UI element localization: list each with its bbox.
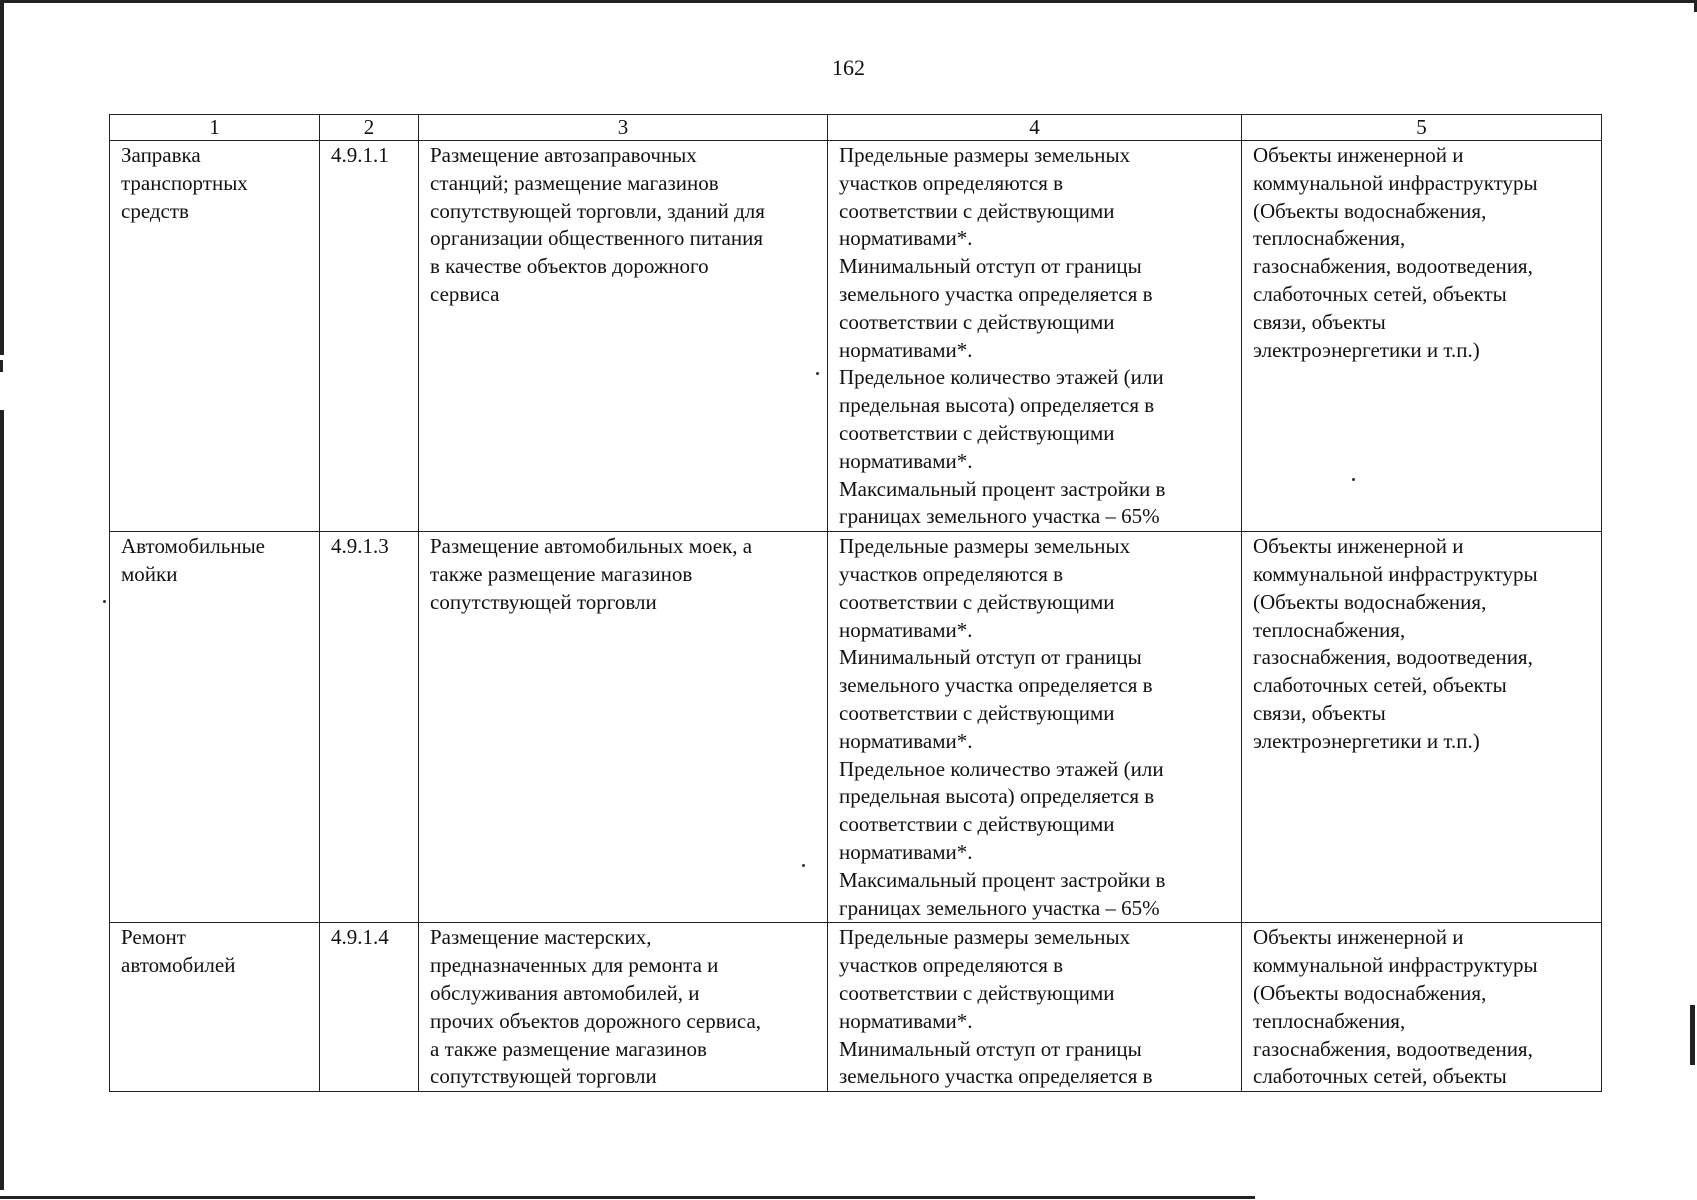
scan-speck [1352,478,1355,481]
scan-border-top [0,0,1697,3]
header-col-2: 2 [320,115,419,141]
scan-border-bottom [0,1196,1255,1199]
scan-speck [802,864,805,867]
use-code-cell: 4.9.1.1 [320,141,419,532]
table-row [110,141,1602,532]
use-name-cell: Заправка транспортных средств [110,141,320,532]
scan-border-left-lower [0,410,4,1190]
use-description-cell: Размещение автомобильных моек, а также размещение магазинов сопутствующей торговли [419,532,828,923]
infrastructure-cell: Объекты инженерной и коммунальной инфраструктуры (Объекты водоснабжения, теплоснабжения, газоснабжения, водоотведения, слаботочных сетей, объекты связи, объекты электроэнергетики и т.п.) [1242,532,1602,923]
header-col-3: 3 [419,115,828,141]
scan-speck [103,600,106,603]
scan-border-left-mark [0,360,3,372]
use-code-cell: 4.9.1.3 [320,532,419,923]
parameters-cell: Предельные размеры земельных участков определяются в соответствии с действующими нормативами*. Минимальный отступ от границы земельного участка определяется в соответствии с действующими нормативами*. Предельное количество этажей (или предельная высота) определяется в соответствии с действующими нормативами*. Максимальный процент застройки в границах земельного участка – 65% [828,532,1242,923]
header-col-1: 1 [110,115,320,141]
scan-border-left [0,0,4,355]
use-description-cell: Размещение мастерских, предназначенных для ремонта и обслуживания автомобилей, и прочих объектов дорожного сервиса, а также размещение магазинов сопутствующей торговли [419,923,828,1092]
header-row [110,115,1602,141]
land-use-table [109,114,1602,1092]
table-header [110,115,1602,141]
infrastructure-cell: Объекты инженерной и коммунальной инфраструктуры (Объекты водоснабжения, теплоснабжения, газоснабжения, водоотведения, слаботочных сетей, объекты [1242,923,1602,1092]
use-name-cell: Ремонт автомобилей [110,923,320,1092]
scan-border-right-mark [1690,1005,1695,1065]
use-name-cell: Автомобильные мойки [110,532,320,923]
header-col-4: 4 [828,115,1242,141]
table-row [110,532,1602,923]
scan-speck [816,372,819,375]
infrastructure-cell: Объекты инженерной и коммунальной инфраструктуры (Объекты водоснабжения, теплоснабжения, газоснабжения, водоотведения, слаботочных сетей, объекты связи, объекты электроэнергетики и т.п.) [1242,141,1602,532]
parameters-cell: Предельные размеры земельных участков определяются в соответствии с действующими нормативами*. Минимальный отступ от границы земельного участка определяется в соответствии с действующими нормативами*. Предельное количество этажей (или предельная высота) определяется в соответствии с действующими нормативами*. Максимальный процент застройки в границах земельного участка – 65% [828,141,1242,532]
use-code-cell: 4.9.1.4 [320,923,419,1092]
table-row [110,923,1602,1092]
parameters-cell: Предельные размеры земельных участков определяются в соответствии с действующими нормативами*. Минимальный отступ от границы земельного участка определяется в [828,923,1242,1092]
table-body [110,141,1602,1092]
page-number: 162 [832,55,865,80]
use-description-cell: Размещение автозаправочных станций; размещение магазинов сопутствующей торговли, зданий для организации общественного питания в качестве объектов дорожного сервиса [419,141,828,532]
header-col-5: 5 [1242,115,1602,141]
